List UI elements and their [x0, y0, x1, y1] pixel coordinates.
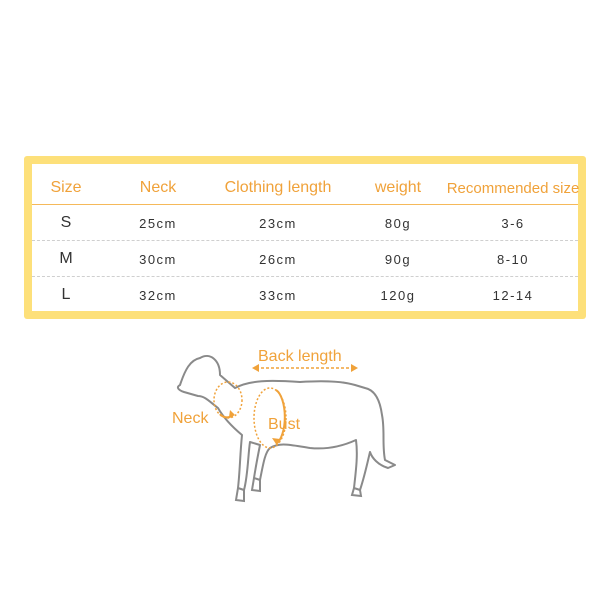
cell-size: M [59, 250, 73, 267]
table-row [32, 278, 578, 312]
bust-label: Bust [268, 416, 301, 433]
table-header-row [32, 172, 578, 205]
cell-neck: 30cm [139, 251, 177, 267]
header-clothing-length: Clothing length [224, 179, 332, 196]
cell-clothing-length: 23cm [259, 215, 297, 231]
cell-recommended-size: 12-14 [492, 287, 534, 303]
cell-clothing-length: 33cm [259, 287, 297, 303]
cell-neck: 25cm [139, 215, 177, 231]
dog-outline-illustration [160, 340, 420, 540]
cell-size: S [60, 214, 72, 231]
header-recommended-size: Recommended size [446, 179, 580, 197]
cell-weight: 90g [384, 251, 412, 267]
neck-label: Neck [172, 410, 209, 427]
cell-clothing-length: 26cm [259, 251, 297, 267]
table-row [32, 206, 578, 241]
cell-recommended-size: 3-6 [501, 215, 525, 231]
dog-measurement-diagram [160, 340, 420, 540]
back-length-label: Back length [258, 348, 342, 365]
header-neck: Neck [139, 179, 177, 196]
cell-weight: 80g [384, 215, 412, 231]
size-chart-card [24, 156, 586, 319]
size-chart-table [32, 164, 578, 311]
header-weight: weight [374, 179, 422, 196]
cell-size: L [61, 286, 71, 303]
cell-neck: 32cm [139, 287, 177, 303]
cell-weight: 120g [380, 287, 416, 303]
table-row [32, 242, 578, 277]
header-size: Size [50, 179, 82, 196]
cell-recommended-size: 8-10 [496, 251, 530, 267]
